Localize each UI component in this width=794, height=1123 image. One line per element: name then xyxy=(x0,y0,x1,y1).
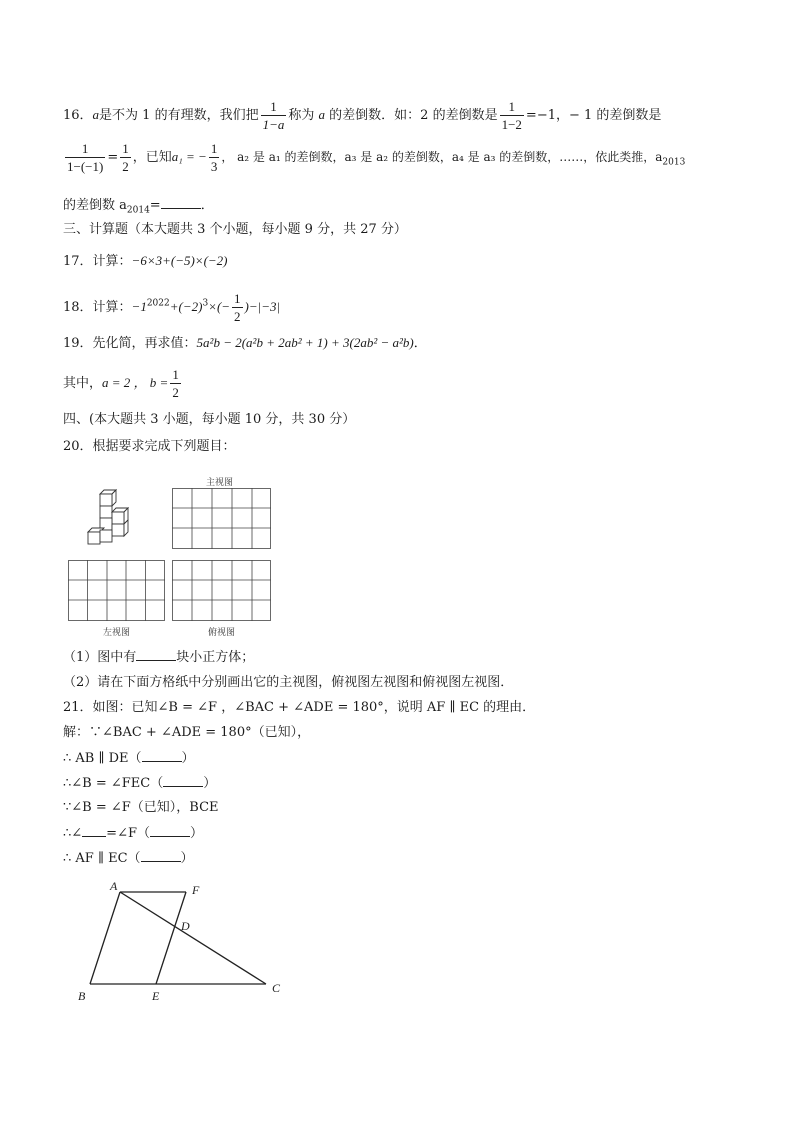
q18-expr: )−|−3| xyxy=(244,299,281,314)
left-view-grid xyxy=(68,560,166,622)
q18 xyxy=(63,290,280,325)
fraction-1-over-2 xyxy=(120,140,131,175)
point-label-D: D xyxy=(181,919,190,933)
q20-part1-text: （1）图中有 xyxy=(63,650,137,665)
subscript-2013: 2013 xyxy=(662,157,686,168)
section4-title: 四、(本大题共 3 小题，每小题 10 分，共 30 分） xyxy=(63,412,356,427)
q16-text: ，已知 xyxy=(132,150,172,165)
left-view-caption: 左视图 xyxy=(103,628,131,638)
answer-blank xyxy=(136,648,176,661)
top-view-caption: 俯视图 xyxy=(208,628,236,638)
frac-num: 1 xyxy=(500,98,524,116)
q16-number: 16． xyxy=(63,108,93,123)
q21-step-text: ∴∠B = ∠FEC（ xyxy=(63,776,164,791)
q21-step-text: ∴∠ xyxy=(63,826,83,841)
geometry-figure xyxy=(70,878,300,1008)
a1-equation: a₁ = − xyxy=(171,149,207,164)
front-view-caption: 主视图 xyxy=(206,478,234,488)
frac-num: 1 xyxy=(210,141,218,156)
frac-den: 1−(−1) xyxy=(67,159,104,174)
q20-part1-text: 块小正方体； xyxy=(176,650,255,665)
frac-den: 1−2 xyxy=(501,117,522,132)
q16-text: =−1，− 1 的差倒数是 xyxy=(525,108,662,123)
q20-part1 xyxy=(63,648,254,667)
var-a: a xyxy=(318,107,326,122)
q16-text: ． xyxy=(200,198,214,213)
q21-step5 xyxy=(63,824,203,843)
var-a: a xyxy=(92,107,100,122)
q16-text: 的差倒数．如：2 的差倒数是 xyxy=(329,108,498,123)
point-label-F: F xyxy=(192,883,200,897)
q19 xyxy=(63,334,427,353)
q17 xyxy=(63,252,228,271)
answer-blank xyxy=(82,824,106,837)
q16-text: 的差倒数 a xyxy=(63,198,127,213)
q21-step2 xyxy=(63,749,195,768)
q21-step-text: ） xyxy=(189,826,203,841)
frac-num: 1 xyxy=(172,367,179,382)
q19-values-label: 其中， xyxy=(63,376,103,391)
frac-num: 1 xyxy=(122,141,129,156)
answer-blank xyxy=(141,849,181,862)
frac-den: 3 xyxy=(210,159,218,174)
fraction-1-over-1-minus-a xyxy=(261,98,287,133)
segment-FE xyxy=(156,892,186,984)
q19-values xyxy=(63,366,183,401)
q21-step-text: ） xyxy=(181,751,195,766)
answer-blank xyxy=(163,774,203,787)
q17-label: 17．计算： xyxy=(63,254,132,269)
frac-den: 2 xyxy=(172,385,179,400)
q18-expr: +(−2) xyxy=(169,299,203,314)
q19-values-expr: a = 2 ， b = xyxy=(102,375,169,390)
point-label-E: E xyxy=(152,989,160,1003)
q21-step-text: ∴ AB ∥ DE（ xyxy=(63,751,142,766)
top-view-grid xyxy=(172,560,272,622)
q18-exponent: 2022 xyxy=(146,298,170,309)
frac-num: 1 xyxy=(234,291,241,306)
q18-expr: ×(− xyxy=(208,299,231,314)
answer-blank xyxy=(150,824,190,837)
point-label-B: B xyxy=(78,989,86,1003)
cube-stack-figure xyxy=(78,488,138,558)
fraction-1-over-2 xyxy=(232,290,243,325)
frac-num: 1 xyxy=(65,140,105,158)
q21-step3 xyxy=(63,774,216,793)
q21-step6 xyxy=(63,849,194,868)
answer-blank xyxy=(161,196,201,209)
q21-step-text: ∴ AF ∥ EC（ xyxy=(63,851,141,866)
q16-text: 称为 xyxy=(288,108,315,123)
answer-blank xyxy=(142,749,182,762)
front-view-grid xyxy=(172,488,272,550)
frac-num: 1 xyxy=(261,98,287,116)
fraction-1-over-1-minus-2 xyxy=(500,98,524,133)
q21-step-text: ） xyxy=(203,776,217,791)
q16-text: ， a₂ 是 a₁ 的差倒数，a₃ 是 a₂ 的差倒数，a₄ 是 a₃ 的差倒数，……，依此类推，a xyxy=(221,150,663,164)
q19-end: ． xyxy=(413,336,427,351)
segment-AC xyxy=(120,892,266,984)
q20-part2: （2）请在下面方格纸中分别画出它的主视图，俯视图左视图和俯视图左视图． xyxy=(63,675,514,690)
q21-label: 21．如图：已知∠B = ∠F ，∠BAC + ∠ADE = 180°，说明 AF ∥ EC 的理由． xyxy=(63,700,536,715)
q21-step1: 解：∵∠BAC + ∠ADE = 180°（已知）， xyxy=(63,725,311,740)
q20-label: 20．根据要求完成下列题目： xyxy=(63,439,236,454)
q18-label: 18．计算： xyxy=(63,300,132,315)
q17-expression: −6×3+(−5)×(−2) xyxy=(131,253,228,268)
point-label-A: A xyxy=(110,879,118,893)
q19-label: 19．先化简，再求值： xyxy=(63,336,197,351)
q21-step4: ∵∠B = ∠F（已知），BCE xyxy=(63,800,219,815)
q21-step-text: =∠F（ xyxy=(106,826,150,841)
subscript-2014: 2014 xyxy=(126,205,150,216)
q16-line2 xyxy=(63,140,685,175)
section3-title: 三、计算题（本大题共 3 个小题，每小题 9 分，共 27 分） xyxy=(63,222,407,237)
q21-step-text: ） xyxy=(180,851,194,866)
q16-text: 是不为 1 的有理数，我们把 xyxy=(99,108,259,123)
q16-line1 xyxy=(63,98,661,133)
q18-expr: −1 xyxy=(131,299,147,314)
fraction-1-over-3 xyxy=(209,140,220,175)
segment-AB xyxy=(90,892,120,984)
q16-line3 xyxy=(63,196,214,220)
q16-text: = xyxy=(149,198,161,213)
frac-den: 2 xyxy=(234,309,241,324)
q18-exponent: 3 xyxy=(202,298,209,309)
equals: = xyxy=(107,150,119,165)
fraction-1-over-2 xyxy=(170,366,181,401)
q19-expression: 5a²b − 2(a²b + 2ab² + 1) + 3(2ab² − a²b) xyxy=(196,335,414,350)
fraction-1-over-1-minus-neg1 xyxy=(65,140,105,175)
frac-den: 2 xyxy=(122,159,129,174)
frac-den: 1−a xyxy=(262,117,285,132)
point-label-C: C xyxy=(272,981,281,995)
